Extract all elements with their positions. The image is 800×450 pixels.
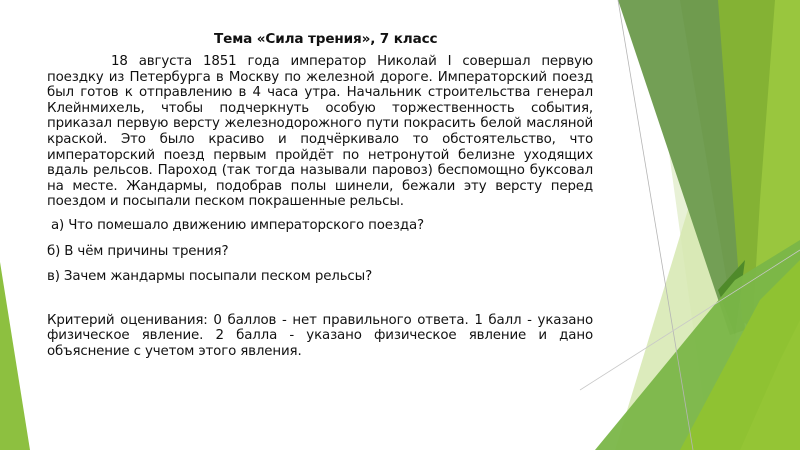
slide-title: Тема «Сила трения», 7 класс [214, 31, 438, 47]
question-b: б) В чём причины трения? [47, 243, 229, 259]
question-a: а) Что помешало движению императорского поезда? [51, 217, 424, 233]
question-c: в) Зачем жандармы посыпали песком рельсы? [47, 269, 373, 285]
grading-criteria: Критерий оценивания: 0 баллов - нет правильного ответа. 1 балл - указано физическое явление. 2 балла - указано физическое явление и дано объяснение с учетом этого явления. [47, 312, 593, 359]
story-paragraph: 18 августа 1851 года император Николай I совершал первую поездку из Петербурга в Москву по железной дороге. Императорский поезд был готов к отправлению в 4 часа утра. Начальник строительства генерал Клейнмихель, чтобы подчеркнуть особую торжественность события, приказал первую версту железнодорожного пути покрасить белой масляной краской. Это было красиво и подчёркивало то обстоятельство, что императорский поезд первым пройдёт по нетронутой белизне уходящих вдаль рельсов. Пароход (так тогда называли паровоз) беспомощно буксовал на месте. Жандармы, подобрав полы шинели, бежали эту версту перед поездом и посыпали песком покрашенные рельсы. [47, 54, 593, 210]
left-green-triangle [0, 262, 30, 450]
slide-content [47, 30, 593, 373]
